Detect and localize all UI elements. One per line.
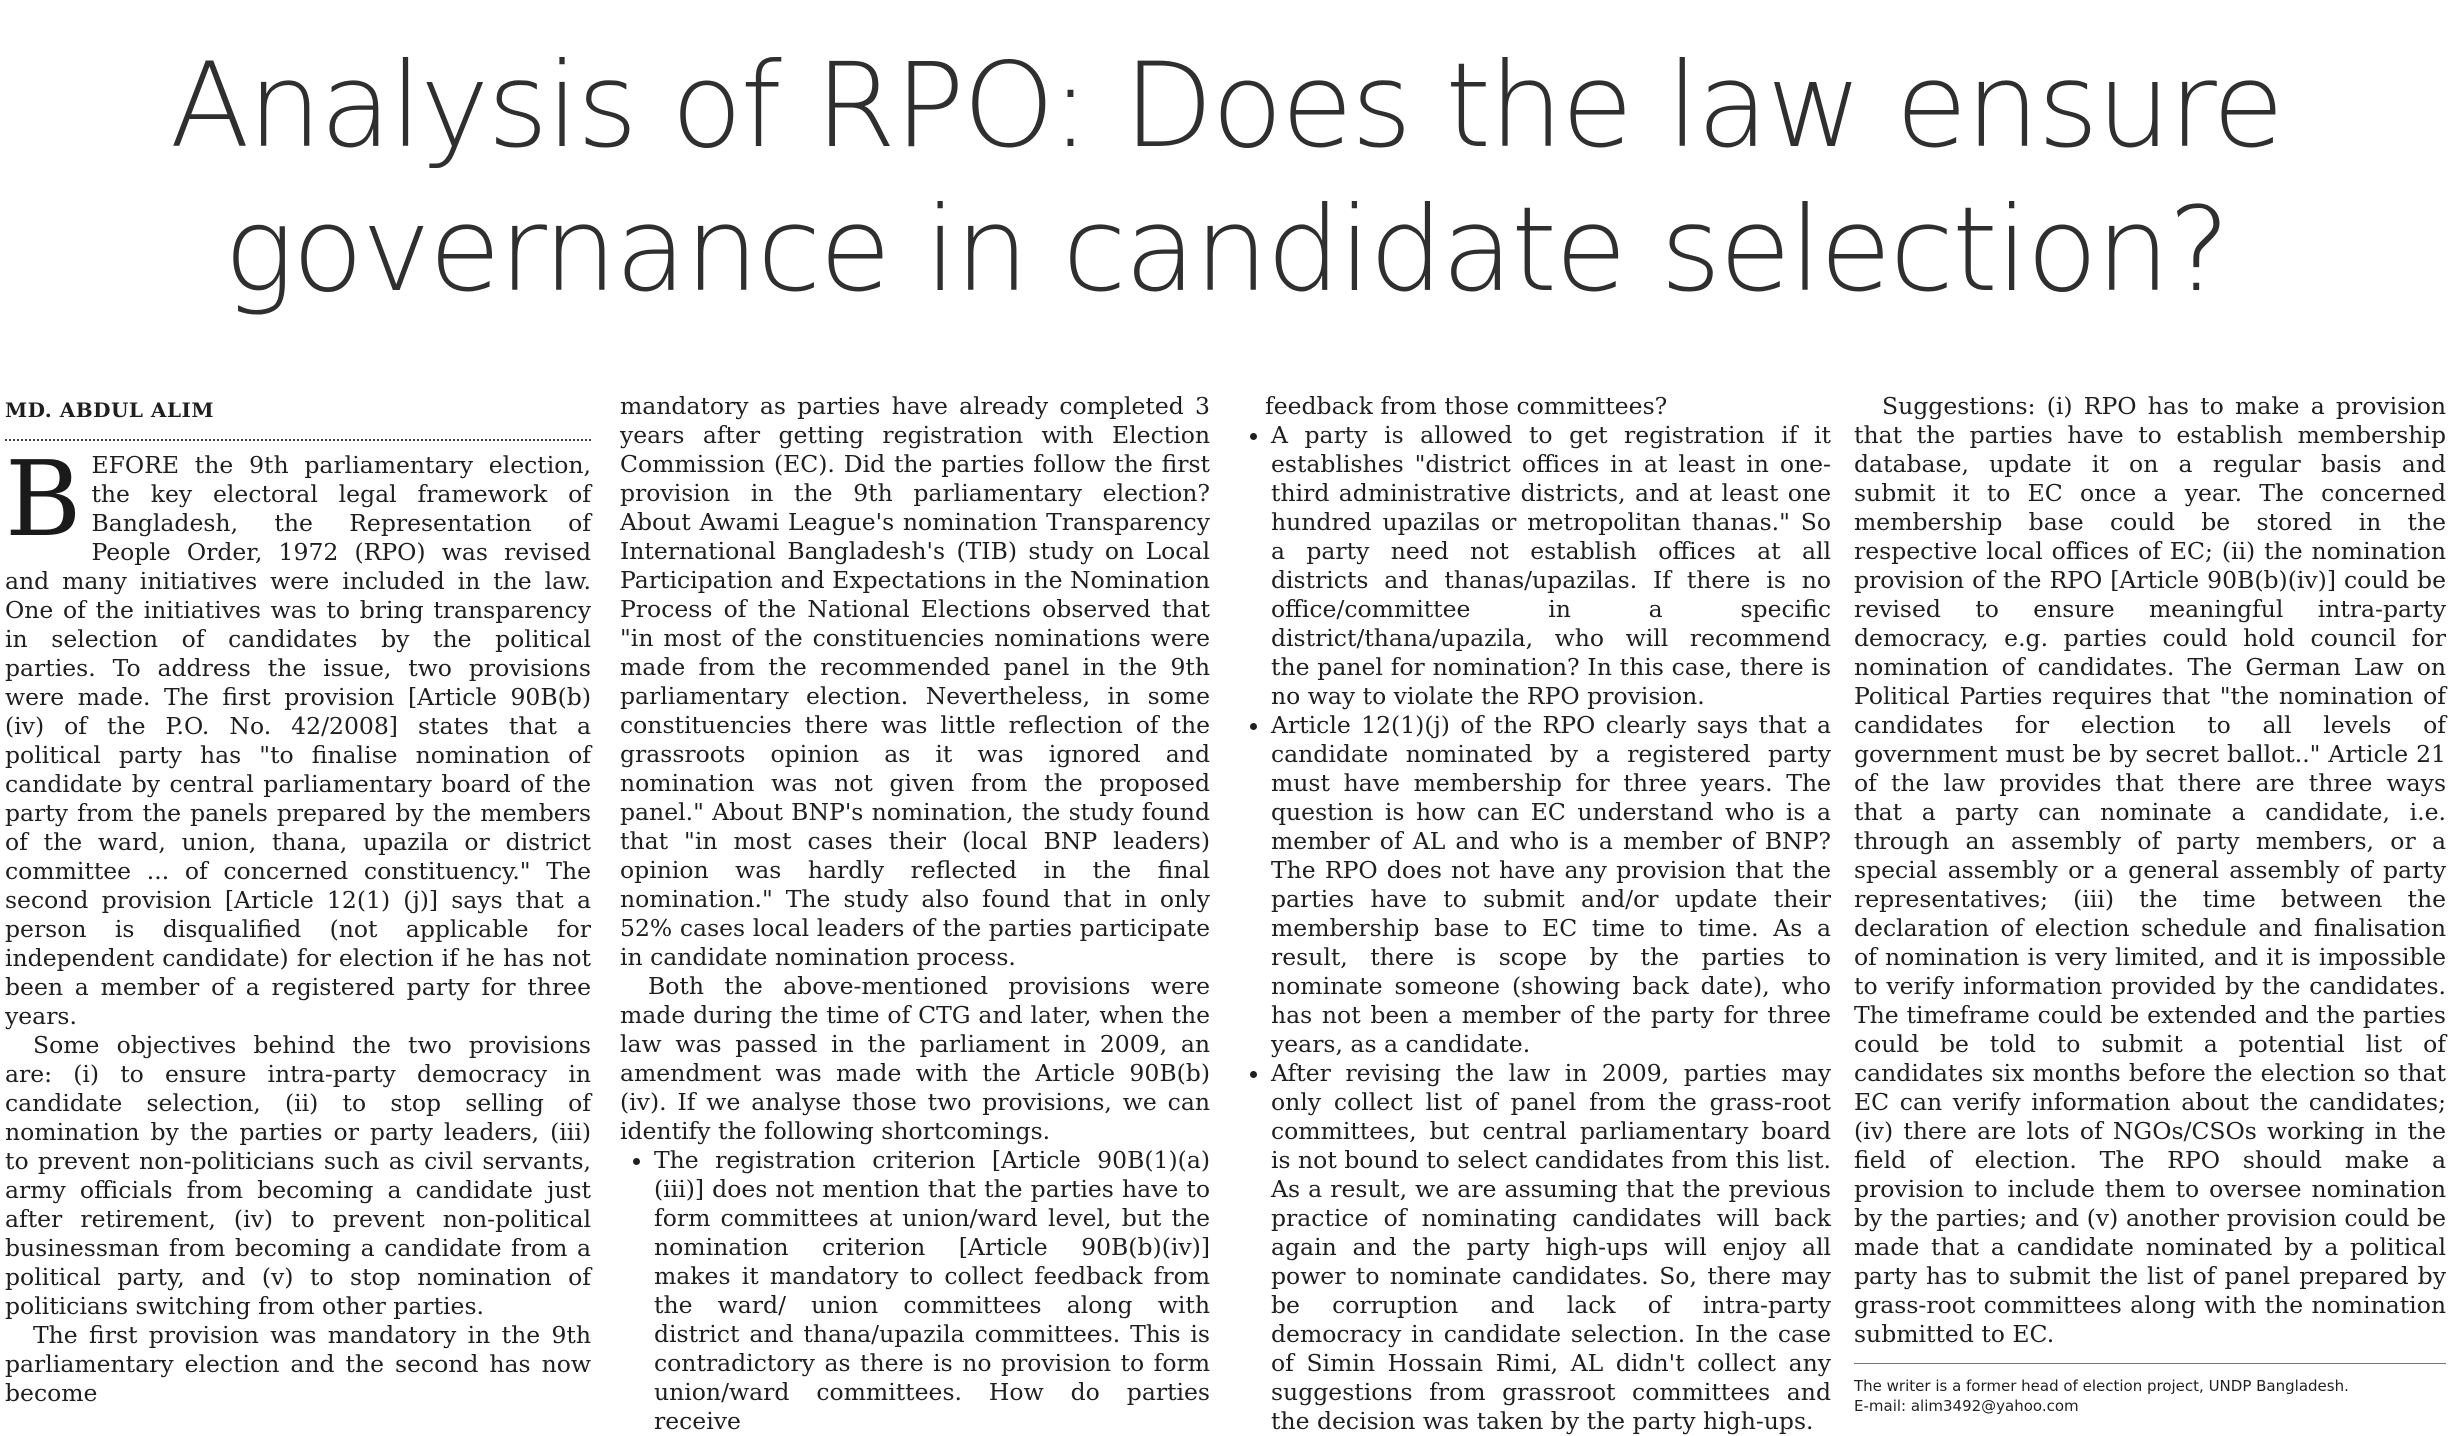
- article-column-4: [1854, 392, 2446, 1415]
- article-column-1: [5, 392, 591, 1407]
- list-item: • The registration criterion [Article 90B(1)(a)(iii)] does not mention that the parties have to form committees at union/ward level, but the nomination criterion [Article 90B(b)(iv)] makes it mandatory to collect feedback from the ward/ union committees along with district and thana/upazila committees. This is contradictory as there is no provision to form union/ward committees. How do parties receive: [654, 1146, 1210, 1436]
- list-item: • A party is allowed to get registration if it establishes "district offices in at least in one-third administrative districts, and at least one hundred upazilas or metropolitan thanas." So a party need not establish offices at all districts and thanas/upazilas. If there is no office/committee in a specific district/thana/upazila, who will recommend the panel for nomination? In this case, there is no way to violate the RPO provision.: [1271, 421, 1831, 711]
- article-paragraph: feedback from those committees?: [1265, 392, 1668, 420]
- article-paragraph: [5, 438, 591, 1031]
- article-column-2: [620, 392, 1210, 1435]
- shortcomings-list: [1237, 421, 1831, 1436]
- list-item: • Article 12(1)(j) of the RPO clearly says that a candidate nominated by a registered party must have membership for three years. The question is how can EC understand who is a member of AL and who is a member of BNP? The RPO does not have any provision that the parties have to submit and/or update their membership base to EC time to time. As a result, there is scope by the parties to nominate someone (showing back date), who has not been a member of the party for three years, as a candidate.: [1271, 711, 1831, 1059]
- headline-line-2: governance in candidate selection?: [223, 181, 2229, 318]
- article-paragraph-text: EFORE the 9th parliamentary election, the key electoral legal framework of Bangladesh, the Representation of People Order, 1972 (RPO) was revised and many initiatives were included in the law. One of the initiatives was to bring transparency in selection of candidates by the political parties. To address the issue, two provisions were made. The first provision [Article 90B(b)(iv) of the P.O. No. 42/2008] states that a political party has "to finalise nomination of candidate by central parliamentary board of the party from the panels prepared by the members of the ward, union, thana, upazila or district committee ... of concerned constituency." The second provision [Article 12(1) (j)] says that a person is disqualified (not applicable for independent candidate) for election if he has not been a member of a registered party for three years.: [5, 451, 591, 1030]
- article-column-3: [1237, 392, 1832, 1435]
- headline: [0, 34, 2452, 322]
- drop-cap: B: [5, 438, 82, 560]
- article-paragraph: mandatory as parties have already completed 3 years after getting registration with Election Commission (EC). Did the parties follow the first provision in the 9th parliamentary election? About Awami League's nomination Transparency International Bangladesh's (TIB) study on Local Participation and Expectations in the Nomination Process of the National Elections observed that "in most of the constituencies nominations were made from the recommended panel in the 9th parliamentary election. Nevertheless, in some constituencies there was little reflection of the grassroots opinion as it was ignored and nomination was not given from the proposed panel." About BNP's nomination, the study found that "in most cases their (local BNP leaders) opinion was hardly reflected in the final nomination." The study also found that in only 52% cases local leaders of the parties participate in candidate nomination process.: [620, 392, 1210, 971]
- list-item: • After revising the law in 2009, parties may only collect list of panel from the grass-root committees, but central parliamentary board is not bound to select candidates from this list. As a result, we are assuming that the previous practice of nominating candidates will back again and the party high-ups will enjoy all power to nominate candidates. So, there may be corruption and lack of intra-party democracy in candidate selection. In the case of Simin Hossain Rimi, AL didn't collect any suggestions from grassroot committees and the decision was taken by the party high-ups.: [1271, 1059, 1831, 1436]
- shortcomings-list: [620, 1146, 1210, 1436]
- article-paragraph: The first provision was mandatory in the 9th parliamentary election and the second has now become: [5, 1321, 591, 1407]
- article-paragraph: Both the above-mentioned provisions were made during the time of CTG and later, when the law was passed in the parliament in 2009, an amendment was made with the Article 90B(b)(iv). If we analyse those two provisions, we can identify the following shortcomings.: [620, 972, 1210, 1145]
- article-paragraph: Some objectives behind the two provisions are: (i) to ensure intra-party democracy in candidate selection, (ii) to stop selling of nomination by the parties or party leaders, (iii) to prevent non-politicians such as civil servants, army officials from becoming a candidate just after retirement, (iv) to prevent non-political businessman from becoming a candidate from a political party, and (v) to stop nomination of politicians switching from other parties.: [5, 1031, 591, 1320]
- byline: MD. ABDUL ALIM: [5, 396, 591, 441]
- author-note-line: The writer is a former head of election project, UNDP Bangladesh.: [1854, 1377, 2349, 1395]
- author-note: [1854, 1363, 2446, 1416]
- suggestions-paragraph: Suggestions: (i) RPO has to make a provision that the parties have to establish membership database, update it on a regular basis and submit it to EC once a year. The concerned membership base could be stored in the respective local offices of EC; (ii) the nomination provision of the RPO [Article 90B(b)(iv)] could be revised to ensure meaningful intra-party democracy, e.g. parties could hold council for nomination of candidates. The German Law on Political Parties requires that "the nomination of candidates for election to all levels of government must be by secret ballot.." Article 21 of the law provides that there are three ways that a party can nominate a candidate, i.e. through an assembly of party members, or a special assembly or a general assembly of party representatives; (iii) the time between the declaration of election schedule and finalisation of nomination is very limited, and it is impossible to verify information provided by the candidates. The timeframe could be extended and the parties could be told to submit a potential list of candidates six months before the election so that EC can verify information about the candidates; (iv) there are lots of NGOs/CSOs working in the field of election. The RPO should make a provision to include them to oversee nomination by the parties; and (v) another provision could be made that a candidate nominated by a political party has to submit the list of panel prepared by grass-root committees along with the nomination submitted to EC.: [1854, 392, 2446, 1348]
- author-email: E-mail: alim3492@yahoo.com: [1854, 1397, 2079, 1415]
- headline-line-1: Analysis of RPO: Does the law ensure: [169, 37, 2283, 174]
